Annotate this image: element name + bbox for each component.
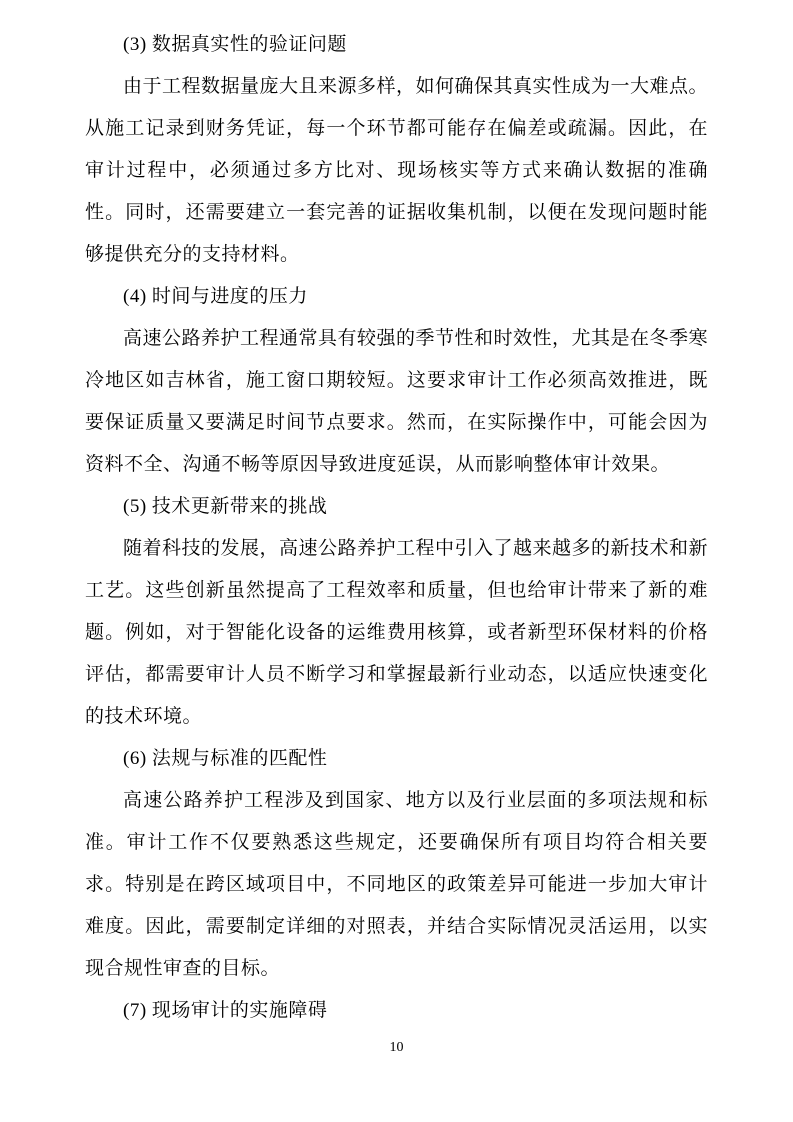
- section-heading: (3) 数据真实性的验证问题: [123, 34, 347, 55]
- paragraph: 由于工程数据量庞大且来源多样，如何确保其真实性成为一大难点。从施工记录到财务凭证，每一个环节都可能存在偏差或疏漏。因此，在审计过程中，必须通过多方比对、现场核实等方式来确认数据的准确性。同时，还需要建立一套完善的证据收集机制，以便在发现问题时能够提供充分的支持材料。: [85, 76, 709, 265]
- paragraph: 高速公路养护工程通常具有较强的季节性和时效性，尤其是在冬季寒冷地区如吉林省，施工窗口期较短。这要求审计工作必须高效推进，既要保证质量又要满足时间节点要求。然而，在实际操作中，可能会因为资料不全、沟通不畅等原因导致进度延误，从而影响整体审计效果。: [85, 328, 709, 475]
- section-heading: (4) 时间与进度的压力: [123, 286, 308, 307]
- section-heading: (5) 技术更新带来的挑战: [123, 496, 328, 517]
- section-heading: (6) 法规与标准的匹配性: [123, 748, 328, 769]
- paragraph: 高速公路养护工程涉及到国家、地方以及行业层面的多项法规和标准。审计工作不仅要熟悉这些规定，还要确保所有项目均符合相关要求。特别是在跨区域项目中，不同地区的政策差异可能进一步加大审计难度。因此，需要制定详细的对照表，并结合实际情况灵活运用，以实现合规性审查的目标。: [85, 790, 708, 979]
- page-footer: [0, 1038, 793, 1056]
- page-number: 10: [389, 1040, 404, 1055]
- section-heading: (7) 现场审计的实施障碍: [123, 1000, 328, 1021]
- paragraph: 随着科技的发展，高速公路养护工程中引入了越来越多的新技术和新工艺。这些创新虽然提高了工程效率和质量，但也给审计带来了新的难题。例如，对于智能化设备的运维费用核算，或者新型环保材料的价格评估，都需要审计人员不断学习和掌握最新行业动态，以适应快速变化的技术环境。: [85, 538, 709, 727]
- document-body: [85, 24, 708, 1032]
